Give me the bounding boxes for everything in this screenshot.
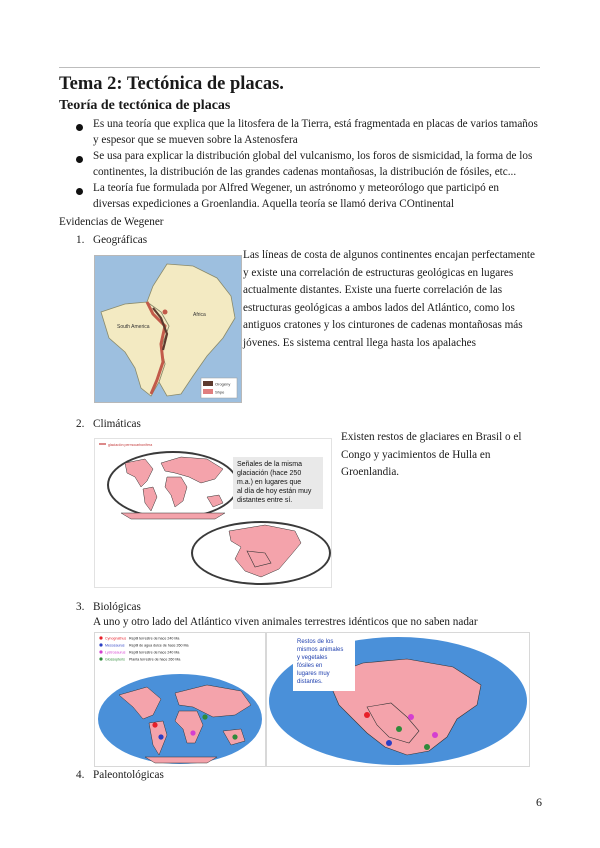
bullet-3-line-2: diversas expediciones a Groenlandia. Aquella teoría se llamó deriva COntinental — [93, 197, 454, 210]
figure-pangea-fossils — [266, 632, 530, 767]
glaciation-note-line-4: al día de hoy están muy — [237, 488, 312, 495]
fossil-note-line-3: y vegetales — [297, 655, 328, 661]
list-number-3: 3. — [76, 601, 85, 613]
page-number: 6 — [536, 795, 542, 809]
section-label-paleontologicas: Paleontológicas — [93, 769, 164, 781]
legend-swatch-orogeny — [203, 381, 213, 386]
fossil-note-line-2: mismos animales — [297, 647, 344, 653]
fossil-note-line-5: lugares muy — [297, 671, 330, 677]
glaciation-note-line-5: distantes entre sí. — [237, 497, 293, 504]
fossil-marker-glossopteris — [202, 714, 207, 719]
glaciation-note-line-3: m.a.) en lugares que — [237, 479, 302, 486]
bullet-2-line-1: Se usa para explicar la distribución global del vulcanismo, los foros de sismicidad, la forma de los — [93, 150, 533, 162]
pangea-fossils-map — [267, 633, 529, 766]
geo-line-3: actualmente distantes. Existe una fuerte correlación de las — [243, 284, 503, 297]
section-label-climaticas: Climáticas — [93, 418, 141, 430]
glaciation-note-line-2: glaciación (hace 250 — [237, 470, 302, 477]
fossil-marker-glossopteris — [424, 744, 430, 750]
fossil-note-line-6: distantes. — [297, 679, 323, 685]
bullet-1-line-1: Es una teoría que explica que la litosfera de la Tierra, está fragmentada en placas de varios tamaños — [93, 118, 538, 130]
geo-line-6: jóvenes. Es sistema central llega hasta los apalaches — [243, 336, 476, 349]
evidence-heading: Evidencias de Wegener — [59, 216, 164, 228]
section-subtitle: Teoría de tectónica de placas — [59, 98, 231, 113]
geo-line-4: estructuras geológicas a ambos lados del Atlántico, como los — [243, 301, 515, 314]
clim-line-3: Groenlandia. — [341, 466, 400, 479]
geo-line-1: Las líneas de costa de algunos continentes encajan perfectamente — [243, 249, 535, 261]
legend-mesosaurus-name: Mesosaurus — [105, 643, 125, 648]
fossil-distribution-map — [95, 633, 265, 766]
africa-label: Africa — [193, 312, 206, 318]
clim-line-2: Congo y yacimientos de Hulla en — [341, 448, 491, 461]
bio-line: A uno y otro lado del Atlántico viven animales terrestres idénticos que no saben nadar — [93, 616, 478, 628]
fossil-marker-mesosaurus — [386, 740, 392, 746]
legend-dot-lystrosaurus — [99, 650, 102, 653]
page-title: Tema 2: Tectónica de placas. — [59, 74, 284, 94]
header-rule — [59, 67, 540, 68]
clim-paragraph — [341, 429, 522, 482]
fossil-marker-lystrosaurus — [432, 732, 438, 738]
figure-fossil-distribution — [94, 632, 266, 767]
geo-line-2: y existe una correlación de estructuras geológicas en lugares — [243, 266, 514, 279]
legend-glossopteris-desc: Planta terrestre de hace 260 Ma — [129, 657, 181, 662]
legend-dot-glossopteris — [99, 657, 102, 660]
list-number-1: 1. — [76, 234, 85, 246]
legend-cynognathus-name: Cynognathus — [105, 636, 127, 641]
bullet-1-line-2: y espesor que se mueven sobre la Astenosfera — [93, 133, 298, 146]
south-america-label: South America — [117, 324, 150, 330]
section-label-biologicas: Biológicas — [93, 601, 141, 613]
bullet-1 — [93, 117, 538, 148]
fossil-marker-cynognathus — [152, 722, 157, 727]
section-label-geograficas: Geográficas — [93, 234, 148, 246]
fossil-marker-mesosaurus — [158, 734, 163, 739]
geo-paragraph — [243, 247, 535, 353]
list-number-4: 4. — [76, 769, 85, 781]
bullet-dot — [76, 124, 83, 131]
bullet-3 — [93, 181, 499, 212]
list-number-2: 2. — [76, 418, 85, 430]
glaciation-legend: glaciación permocarbonífera — [108, 443, 153, 447]
fossil-marker-lystrosaurus — [190, 730, 195, 735]
fossil-note-line-1: Restos de los — [297, 639, 334, 645]
bullet-2 — [93, 149, 532, 180]
fossil-marker-lystrosaurus — [408, 714, 414, 720]
geo-line-5: antiguos cratones y los cinturones de cadenas montañosas más — [243, 319, 523, 332]
glaciation-maps — [95, 439, 331, 587]
legend-lystrosaurus-name: Lystrosaurus — [105, 650, 126, 655]
bullet-3-line-1: La teoría fue formulada por Alfred Wegener, un astrónomo y meteorólogo que participó en — [93, 182, 500, 194]
antarctica-land — [121, 513, 225, 519]
antarctica-land — [145, 757, 217, 763]
bullet-dot — [76, 188, 83, 195]
glaciation-note-line-1: Señales de la misma — [237, 461, 302, 468]
legend-swatch-shield — [203, 389, 213, 394]
clim-line-1: Existen restos de glaciares en Brasil o el — [341, 431, 522, 443]
fossil-note-line-4: fósiles en — [297, 663, 323, 669]
legend-cynognathus-desc: Reptil terrestre de hace 240 Ma — [129, 636, 180, 641]
legend-dot-cynognathus — [99, 636, 102, 639]
legend-shield: Shpe — [215, 389, 225, 395]
legend-orogeny: Orogény — [215, 381, 231, 387]
legend-glossopteris-name: Glossopteris — [105, 657, 125, 662]
fossil-marker-glossopteris — [232, 734, 237, 739]
figure-glaciation — [94, 438, 332, 588]
fossil-marker-cynognathus — [364, 712, 370, 718]
fossil-marker-glossopteris — [396, 726, 402, 732]
legend-mesosaurus-desc: Reptil de agua dulce de hace 260 Ma — [129, 643, 189, 648]
figure-continental-fit — [94, 255, 242, 403]
craton-marker — [163, 310, 168, 315]
bullet-dot — [76, 156, 83, 163]
legend-lystrosaurus-desc: Reptil terrestre de hace 240 Ma — [129, 650, 180, 655]
continental-fit-map — [95, 256, 241, 402]
bullet-2-line-2: continentes, la distribución de las grandes cadenas montañosas, la distribución de fósiles, etc... — [93, 165, 517, 178]
legend-dot-mesosaurus — [99, 643, 102, 646]
